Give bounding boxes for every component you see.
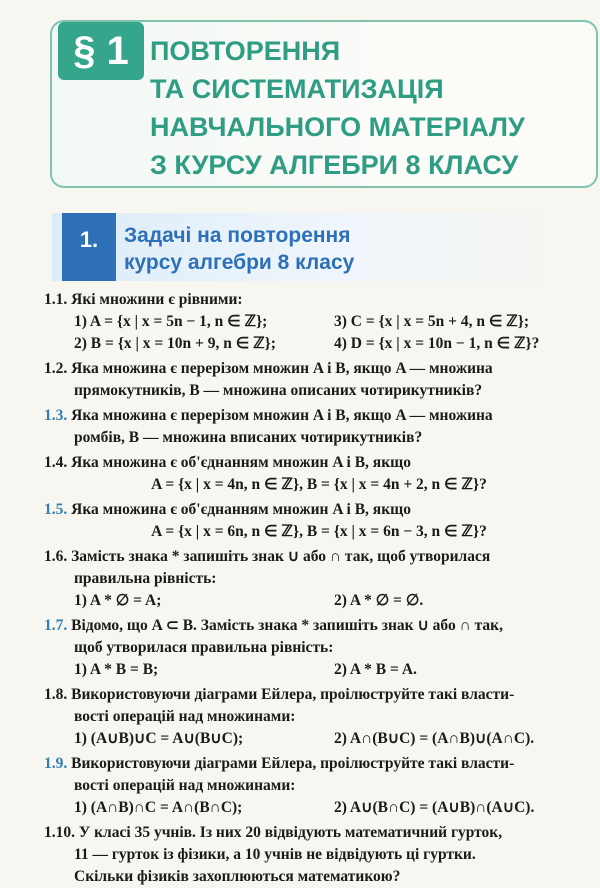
problem-1-3 — [44, 405, 594, 427]
section-number-tab: § 1 — [58, 22, 144, 80]
problem-number: 1.7. — [44, 617, 68, 634]
problem-text-continued: 11 — гурток із фізики, а 10 учнів не відвідують ці гуртки. — [74, 846, 476, 863]
section-title — [150, 32, 590, 184]
problem-1-10 — [44, 822, 594, 844]
problem-text: Відомо, що A ⊂ B. Замість знака * запишіть знак ∪ або ∩ так, — [71, 617, 503, 634]
problem-formula: A = {x | x = 4n, n ∈ ℤ}, B = {x | x = 4n + 2, n ∈ ℤ}? — [151, 476, 487, 493]
problem-number: 1.5. — [44, 501, 68, 518]
problem-text-continued: Скільки фізиків захоплюються математикою? — [74, 868, 401, 885]
problem-text: Які множини є рівними: — [71, 291, 243, 308]
section-title-line: ПОВТОРЕННЯ — [150, 36, 341, 66]
problem-text: Використовуючи діаграми Ейлера, проілюструйте такі власти- — [71, 755, 515, 772]
problem-options-row — [44, 311, 594, 333]
problem-1-7 — [44, 615, 594, 637]
section-title-line: З КУРСУ АЛГЕБРИ 8 КЛАСУ — [150, 150, 519, 180]
chapter-title-line: Задачі на повторення — [124, 224, 351, 247]
problem-number: 1.10. — [44, 824, 75, 841]
problem-number: 1.6. — [44, 548, 68, 565]
problem-number: 1.9. — [44, 755, 68, 772]
problem-number: 1.4. — [44, 454, 68, 471]
problem-options-row — [44, 333, 594, 355]
problem-formula: A = {x | x = 6n, n ∈ ℤ}, B = {x | x = 6n − 3, n ∈ ℤ}? — [151, 523, 487, 540]
option-2: 2) A * B = A. — [334, 661, 417, 678]
problem-text-continued: вості операцій над множинами: — [74, 708, 296, 725]
option-1: 1) (A∩B)∩C = A∩(B∩C); — [74, 799, 243, 816]
problem-1-9 — [44, 753, 594, 775]
option-2: 2) A∩(B∪C) = (A∩B)∪(A∩C). — [334, 730, 535, 747]
chapter-title — [124, 222, 354, 276]
problem-1-2 — [44, 358, 594, 380]
problem-1-6 — [44, 546, 594, 568]
problem-number: 1.3. — [44, 407, 68, 424]
problem-number: 1.2. — [44, 360, 68, 377]
problem-text-continued: щоб утворилася правильна рівність: — [74, 639, 334, 656]
section-title-line: НАВЧАЛЬНОГО МАТЕРІАЛУ — [150, 112, 525, 142]
problem-1-5 — [44, 499, 594, 521]
problem-text: Яка множина є об'єднанням множин A і B, якщо — [71, 501, 411, 518]
option-1: 1) A = {x | x = 5n − 1, n ∈ ℤ}; — [74, 313, 268, 330]
problem-1-8 — [44, 684, 594, 706]
problem-text: Яка множина є перерізом множин A і B, якщо A — множина — [71, 360, 493, 377]
problem-text-continued: правильна рівність: — [74, 570, 217, 587]
problem-text: Замість знака * запишіть знак ∪ або ∩ так, щоб утворилася — [71, 548, 491, 565]
problem-text: Використовуючи діаграми Ейлера, проілюструйте такі власти- — [71, 686, 515, 703]
problem-options-row — [44, 797, 594, 819]
problem-number: 1.8. — [44, 686, 68, 703]
option-2: 2) B = {x | x = 10n + 9, n ∈ ℤ}; — [74, 335, 276, 352]
option-3: 3) C = {x | x = 5n + 4, n ∈ ℤ}; — [334, 313, 530, 330]
problem-1-1 — [44, 289, 594, 311]
option-4: 4) D = {x | x = 10n − 1, n ∈ ℤ}? — [334, 335, 540, 352]
option-1: 1) A * ∅ = A; — [74, 592, 162, 609]
chapter-number: 1. — [62, 213, 116, 281]
section-title-line: ТА СИСТЕМАТИЗАЦІЯ — [150, 74, 444, 104]
problem-text-continued: вості операцій над множинами: — [74, 777, 296, 794]
problem-text: У класі 35 учнів. Із них 20 відвідують математичний гурток, — [78, 824, 503, 841]
problem-text: Яка множина є перерізом множин A і B, якщо A — множина — [71, 407, 493, 424]
problem-options-row — [44, 728, 594, 750]
option-2: 2) A∪(B∩C) = (A∪B)∩(A∪C). — [334, 799, 535, 816]
chapter-title-line: курсу алгебри 8 класу — [124, 251, 355, 274]
problem-number: 1.1. — [44, 291, 68, 308]
option-2: 2) A * ∅ = ∅. — [334, 592, 424, 609]
problem-text-continued: прямокутників, B — множина описаних чотирикутників? — [74, 382, 483, 399]
problem-text-continued: ромбів, B — множина вписаних чотирикутників? — [74, 429, 423, 446]
option-1: 1) A * B = B; — [74, 661, 159, 678]
option-1: 1) (A∪B)∪C = A∪(B∪C); — [74, 730, 244, 747]
problem-text: Яка множина є об'єднанням множин A і B, якщо — [71, 454, 411, 471]
problem-list — [44, 289, 594, 888]
problem-options-row — [44, 590, 594, 612]
problem-1-4 — [44, 452, 594, 474]
problem-options-row — [44, 659, 594, 681]
